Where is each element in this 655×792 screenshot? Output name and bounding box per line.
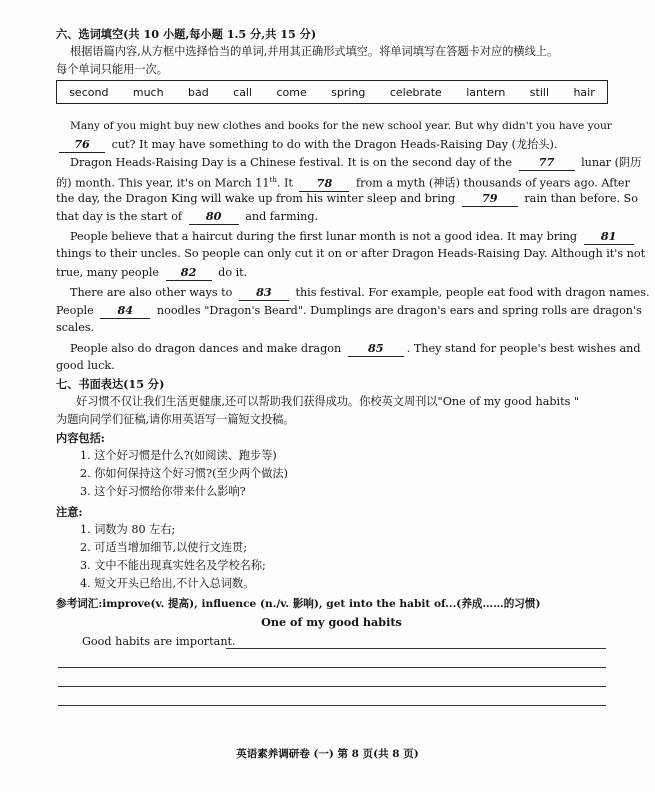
content-item: 2. 你如何保持这个好习惯?(至少两个做法) [80,467,288,480]
section7-title: 七、书面表达(15 分) [56,377,165,391]
word-box-item: still [529,85,550,99]
passage-text: Dragon Heads-Raising Day is a Chinese festival. It is on the second day of the [70,156,512,169]
passage-text: lunar (阴历 [581,156,642,169]
section6-title: 六、选词填空(共 10 小题,每小题 1.5 分,共 15 分) [56,27,317,41]
answer-line[interactable] [58,705,606,706]
passage-text: . They stand for people's best wishes and [406,342,641,355]
blank-79[interactable]: 79 [462,190,518,207]
passage-text: the day, the Dragon King will wake up from his winter sleep and bring [56,192,456,205]
answer-line[interactable] [58,686,606,687]
passage-text: People also do dragon dances and make dragon [70,342,342,355]
passage-line [56,190,638,207]
notes-label: 注意: [56,505,83,519]
word-box-item: much [132,85,164,99]
passage-text: rain than before. So [524,192,638,205]
passage-text: good luck. [56,359,115,372]
section7-intro-2: 为题向同学们征稿,请你用英语写一篇短文投稿。 [56,413,295,426]
section6-instruction: 根据语篇内容,从方框中选择恰当的单词,并用其正确形式填空。将单词填写在答题卡对应的横线上。 [70,45,559,58]
content-item: 1. 这个好习惯是什么?(如阅读、跑步等) [80,449,277,462]
content-label: 内容包括: [56,431,105,445]
passage-line [56,358,607,374]
word-box-item: lantern [466,85,506,99]
note-item: 3. 文中不能出现真实姓名及学校名称; [80,559,266,572]
word-box-item: spring [331,85,366,99]
passage-text: There are also other ways to [70,286,233,299]
passage-text: 的) month. This year, it's on March 11 [56,176,270,190]
passage-text: from a myth (神话) thousands of years ago. After [356,176,630,190]
passage-text: this festival. For example, people eat food with dragon names. [295,286,650,299]
page-footer: 英语素养调研卷 (一) 第 8 页(共 8 页) [236,748,419,760]
note-item: 2. 可适当增加细节,以使行文连贯; [80,541,247,554]
answer-line[interactable] [58,667,606,668]
passage-line [56,246,646,262]
note-item: 4. 短文开头已给出,不计入总词数。 [80,577,255,590]
passage-text: . It [276,176,293,190]
blank-78[interactable]: 78 [299,175,349,192]
word-box-item: second [69,85,109,99]
word-box-item: call [233,85,253,99]
passage-text: things to their uncles. So people can only cut it on or after Dragon Heads-Raising Day. Although it's not [56,247,646,260]
passage-text: People [56,304,94,317]
vocab-reference: 参考词汇:improve(v. 提高), influence (n./v. 影响), get into the habit of...(养成……的习惯) [56,598,541,610]
blank-80[interactable]: 80 [189,208,239,225]
content-item: 3. 这个好习惯给你带来什么影响? [80,485,246,498]
answer-line[interactable] [226,648,606,649]
blank-85[interactable]: 85 [348,340,404,357]
passage-line [70,154,642,171]
word-box-item: come [276,85,307,99]
passage-line [70,118,612,134]
word-box [56,80,608,104]
superscript: th [269,176,277,184]
word-box-item: bad [188,85,209,99]
passage-line [70,284,650,301]
note-item: 1. 词数为 80 左右; [80,523,176,536]
passage-text: cut? It may have something to do with the Dragon Heads-Raising Day (龙抬头). [111,138,558,151]
blank-76[interactable]: 76 [59,136,105,153]
passage-text: that day is the start of [56,210,183,223]
blank-83[interactable]: 83 [239,284,289,301]
passage-text: and farming. [245,210,319,223]
passage-line [56,172,630,192]
blank-81[interactable]: 81 [584,228,634,245]
passage-line [56,136,607,153]
section6-instruction-2: 每个单词只能用一次。 [56,63,168,76]
passage-text: do it. [218,266,248,279]
passage-line [56,302,642,319]
passage-line [56,320,607,336]
passage-text: true, many people [56,266,160,279]
passage-line [56,264,607,281]
essay-start: Good habits are important. [82,635,236,648]
passage-line [70,340,641,357]
word-box-item: celebrate [389,85,442,99]
passage-text: Many of you might buy new clothes and books for the new school year. But why didn't you have your [70,120,612,132]
passage-line [70,228,617,245]
blank-84[interactable]: 84 [100,302,150,319]
passage-line [56,208,607,225]
section7-intro: 好习惯不仅让我们生活更健康,还可以帮助我们获得成功。你校英文周刊以"One of my good habits " [76,395,580,408]
passage-text: noodles "Dragon's Beard". Dumplings are dragon's ears and spring rolls are dragon's [156,304,642,317]
word-box-item: hair [573,85,595,99]
blank-82[interactable]: 82 [166,264,212,281]
passage-text: scales. [56,321,95,334]
essay-title: One of my good habits [261,615,402,629]
passage-text: People believe that a haircut during the first lunar month is not a good idea. It may bring [70,230,578,243]
blank-77[interactable]: 77 [519,154,575,171]
